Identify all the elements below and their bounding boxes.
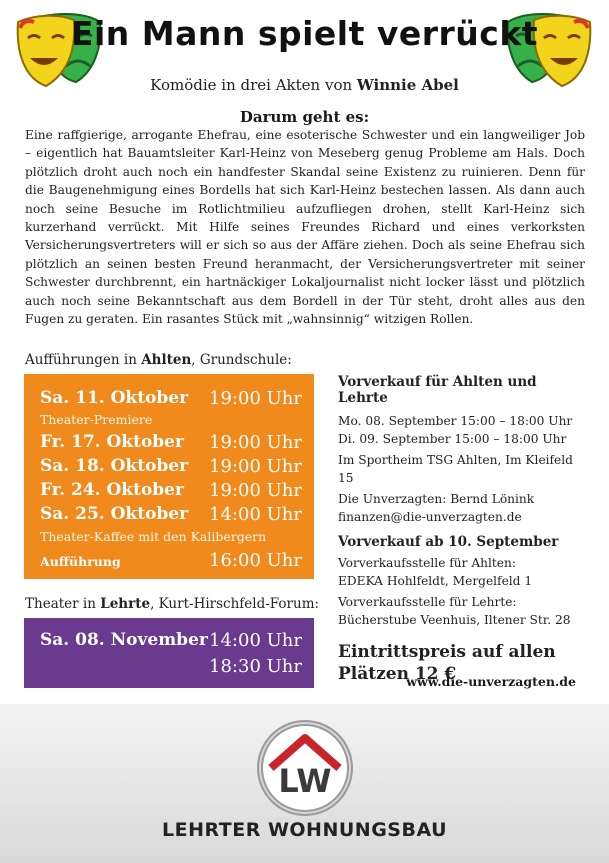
premiere-note: Theater-Premiere — [40, 412, 153, 427]
show-date: Fr. 17. Oktober — [40, 432, 184, 452]
presale-date-1: Mo. 08. September 15:00 – 18:00 Uhr — [338, 414, 573, 428]
presale-info — [338, 374, 588, 685]
price-line-1: Eintrittspreis auf allen — [338, 642, 556, 662]
show-time: 19:00 Uhr — [209, 388, 302, 409]
show-time: 16:00 Uhr — [209, 550, 302, 571]
subtitle-prefix: Komödie in drei Akten von — [150, 76, 353, 94]
lw-logo-icon — [253, 718, 357, 818]
show-time: 19:00 Uhr — [209, 480, 302, 501]
website-link[interactable]: www.die-unverzagten.de — [406, 674, 576, 689]
show-time: 14:00 Uhr — [209, 504, 302, 525]
show-time: 19:00 Uhr — [209, 432, 302, 453]
presale-contact: Die Unverzagten: Bernd Lönink — [338, 492, 535, 506]
show-date: Sa. 18. Oktober — [40, 456, 189, 476]
ahlten-schedule-box — [24, 374, 314, 579]
ahlten-label-prefix: Aufführungen in — [25, 352, 137, 368]
lehrte-label-suffix: , Kurt-Hirschfeld-Forum: — [150, 596, 320, 612]
show-date: Sa. 25. Oktober — [40, 504, 189, 524]
presale-point-ahlten-label: Vorverkaufsstelle für Ahlten: — [338, 556, 516, 570]
presale-location: Im Sportheim TSG Ahlten, Im Kleifeld 15 — [338, 453, 573, 485]
lehrte-label-prefix: Theater in — [25, 596, 96, 612]
show-time: 19:00 Uhr — [209, 456, 302, 477]
play-subtitle — [0, 76, 609, 94]
presale-heading-2: Vorverkauf ab 10. September — [338, 534, 559, 550]
intro-heading: Darum geht es: — [239, 108, 370, 126]
presale-heading: Vorverkauf für Ahlten und Lehrte — [338, 374, 537, 406]
presale-point-ahlten: EDEKA Hohlfeldt, Mergelfeld 1 — [338, 574, 533, 588]
ahlten-label-suffix: , Grundschule: — [191, 352, 292, 368]
extra-show-label: Aufführung — [40, 554, 121, 569]
presale-date-2: Di. 09. September 15:00 – 18:00 Uhr — [338, 432, 567, 446]
ahlten-label-place: Ahlten — [141, 352, 192, 368]
presale-point-lehrte: Bücherstube Veenhuis, Iltener Str. 28 — [338, 613, 571, 627]
author-name: Winnie Abel — [356, 76, 459, 94]
sponsor-brand: LEHRTER WOHNUNGSBAU — [162, 819, 447, 841]
presale-email: finanzen@die-unverzagten.de — [338, 510, 522, 524]
lehrte-label — [25, 596, 319, 612]
lehrte-schedule-box — [24, 618, 314, 688]
ahlten-label — [25, 352, 292, 368]
presale-point-lehrte-label: Vorverkaufsstelle für Lehrte: — [338, 595, 517, 609]
show-time: 14:00 Uhr — [209, 630, 302, 651]
play-title: Ein Mann spielt verrückt — [70, 14, 539, 53]
logo-letters: LW — [278, 762, 332, 800]
lehrte-label-place: Lehrte — [100, 596, 151, 612]
price-line-2: Plätzen 12 € — [338, 664, 457, 684]
kaffee-note: Theater-Kaffee mit den Kalibergern — [40, 529, 267, 544]
show-date: Sa. 11. Oktober — [40, 388, 189, 408]
show-time: 18:30 Uhr — [209, 656, 302, 677]
show-date: Fr. 24. Oktober — [40, 480, 184, 500]
intro-text: Eine raffgierige, arrogante Ehefrau, eine esoterische Schwester und ein langweiliger Job – eigentlich hat Bauamtsleiter Karl-Heinz von Meseberg genug Probleme am Hals. Doch plötzlich droht auch noch ein handfester Skandal seine Existenz zu ruinieren. Denn für die Baugenehmigung eines Bordells hat sich Karl-Heinz bestechen lassen. Als dann auch noch seine Besuche im Rotlichtmilieu aufzufliegen drohen, stellt Karl-Heinz sich kurzerhand verrückt. Mit Hilfe seines Freundes Richard und eines verkorksten Versicherungsvertreters will er sich so aus der Affäre ziehen. Doch als seine Ehefrau sich plötzlich an seinen besten Freund heranmacht, der Versicherungsvertreter mit seiner Schwester durchbrennt, ein hartnäckiger Lokaljournalist nicht locker lässt und plötzlich auch noch seine Bekanntschaft aus dem Bordell in der Tür steht, droht alles aus den Fugen zu geraten. Ein rasantes Stück mit „wahnsinnig“ witzigen Rollen. — [25, 128, 585, 327]
show-date: Sa. 08. November — [40, 630, 208, 650]
